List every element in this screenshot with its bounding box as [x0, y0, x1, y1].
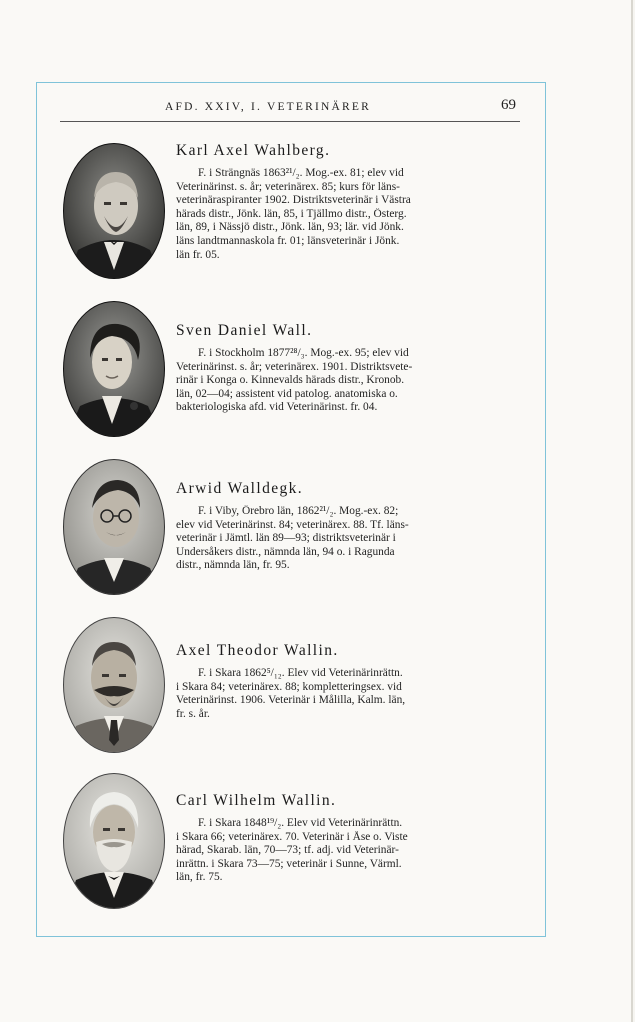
- portrait-photo: [62, 458, 166, 596]
- biography-text: F. i Skara 1862⁵/₁₂. Elev vid Veterinärinrättn. i Skara 84; veterinärex. 88; kompletteringsex. vid Veterinärinst. 1906. Veterinär i Målilla, Kalm. län, fr. s. år.: [176, 667, 406, 720]
- person-name: Karl Axel Wahlberg.: [176, 142, 331, 159]
- section-title: AFD. XXIV, I. VETERINÄRER: [165, 101, 371, 113]
- person-name: Axel Theodor Wallin.: [176, 642, 339, 659]
- page-number: 69: [501, 97, 516, 113]
- portrait-photo: [62, 772, 166, 910]
- biography-text: F. i Stockholm 1877²⁸/₃. Mog.-ex. 95; elev vid Veterinärinst. s. år; veterinärex. 1901. Distriktsvete- rinär i Konga o. Kinnevalds härads distr., Kronob. län, 02—04; assistent vid patolog. anatomiska o. bakteriologiska afd. vid Veterinärinst. fr. 04.: [176, 347, 413, 414]
- person-name: Sven Daniel Wall.: [176, 322, 313, 339]
- portrait-photo: [62, 142, 166, 280]
- person-name: Carl Wilhelm Wallin.: [176, 792, 337, 809]
- running-head: [60, 97, 520, 122]
- biography-text: F. i Strängnäs 1863²¹/₂. Mog.-ex. 81; elev vid Veterinärinst. s. år; veterinärex. 85; kurs för läns- veterinäraspiranter 1902. Distriktsveterinär i Västra härads distr., Jönk. län, 85, i Tjällmo distr., Österg. län, 89, i Nässjö distr., Jönk. län, 93; lär. vid Jönk. läns landtmannaskola fr. 01; länsveterinär i Jönk. län fr. 05.: [176, 167, 411, 261]
- portrait-photo: [62, 616, 166, 754]
- person-name: Arwid Walldegk.: [176, 480, 304, 497]
- biography-text: F. i Skara 1848¹⁹/₂. Elev vid Veterinärinrättn. i Skara 66; veterinärex. 70. Veterinär i Åse o. Viste härad, Skarab. län, 70—73; tf. adj. vid Veterinär- inrättn. i Skara 73—75; veterinär i Sunne, Värml. län, fr. 75.: [176, 817, 408, 884]
- portrait-photo: [62, 300, 166, 438]
- biography-text: F. i Viby, Örebro län, 1862²¹/₂. Mog.-ex. 82; elev vid Veterinärinst. 84; veterinärex. 88. Tf. läns- veterinär i Jämtl. län 89—93; distriktsveterinär i Undersåkers distr., nämnda län, 94 o. i Ragunda distr., nämnda län, fr. 95.: [176, 505, 409, 572]
